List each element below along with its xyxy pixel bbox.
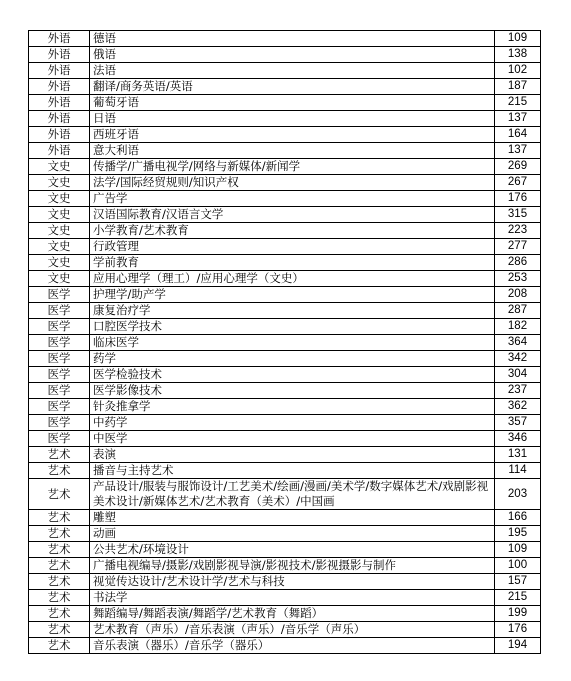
category-cell: 外语 — [29, 47, 90, 63]
table-row — [29, 63, 541, 79]
table-row — [29, 159, 541, 175]
major-cell: 行政管理 — [90, 239, 495, 255]
major-cell: 广告学 — [90, 191, 495, 207]
table-row — [29, 335, 541, 351]
major-cell: 康复治疗学 — [90, 303, 495, 319]
major-cell: 视觉传达设计/艺术设计学/艺术与科技 — [90, 574, 495, 590]
score-cell: 166 — [495, 510, 541, 526]
category-cell: 医学 — [29, 415, 90, 431]
score-cell: 164 — [495, 127, 541, 143]
score-cell: 137 — [495, 143, 541, 159]
major-cell: 药学 — [90, 351, 495, 367]
score-cell: 237 — [495, 383, 541, 399]
major-cell: 临床医学 — [90, 335, 495, 351]
score-cell: 315 — [495, 207, 541, 223]
score-cell: 362 — [495, 399, 541, 415]
category-cell: 艺术 — [29, 606, 90, 622]
category-cell: 艺术 — [29, 558, 90, 574]
score-cell: 195 — [495, 526, 541, 542]
table-row — [29, 415, 541, 431]
major-cell: 中医学 — [90, 431, 495, 447]
category-cell: 艺术 — [29, 510, 90, 526]
category-cell: 外语 — [29, 143, 90, 159]
category-cell: 医学 — [29, 303, 90, 319]
category-cell: 艺术 — [29, 463, 90, 479]
major-cell: 传播学/广播电视学/网络与新媒体/新闻学 — [90, 159, 495, 175]
major-cell: 雕塑 — [90, 510, 495, 526]
score-cell: 176 — [495, 191, 541, 207]
score-cell: 223 — [495, 223, 541, 239]
table-row — [29, 319, 541, 335]
table-row — [29, 143, 541, 159]
category-cell: 文史 — [29, 191, 90, 207]
table-row — [29, 207, 541, 223]
score-cell: 364 — [495, 335, 541, 351]
category-cell: 艺术 — [29, 574, 90, 590]
score-cell: 182 — [495, 319, 541, 335]
category-cell: 外语 — [29, 31, 90, 47]
major-cell: 葡萄牙语 — [90, 95, 495, 111]
table-row — [29, 479, 541, 510]
major-cell: 书法学 — [90, 590, 495, 606]
major-cell: 医学影像技术 — [90, 383, 495, 399]
category-cell: 医学 — [29, 351, 90, 367]
major-cell: 播音与主持艺术 — [90, 463, 495, 479]
category-cell: 外语 — [29, 111, 90, 127]
major-cell: 舞蹈编导/舞蹈表演/舞蹈学/艺术教育（舞蹈） — [90, 606, 495, 622]
major-cell: 动画 — [90, 526, 495, 542]
category-cell: 文史 — [29, 175, 90, 191]
admission-score-table — [28, 30, 541, 654]
score-cell: 215 — [495, 590, 541, 606]
category-cell: 医学 — [29, 287, 90, 303]
major-cell: 小学教育/艺术教育 — [90, 223, 495, 239]
score-cell: 203 — [495, 479, 541, 510]
table-row — [29, 542, 541, 558]
score-cell: 109 — [495, 31, 541, 47]
score-cell: 100 — [495, 558, 541, 574]
category-cell: 艺术 — [29, 590, 90, 606]
table-row — [29, 271, 541, 287]
category-cell: 文史 — [29, 255, 90, 271]
score-cell: 157 — [495, 574, 541, 590]
table-row — [29, 287, 541, 303]
table-row — [29, 606, 541, 622]
score-cell: 215 — [495, 95, 541, 111]
major-cell: 表演 — [90, 447, 495, 463]
category-cell: 艺术 — [29, 542, 90, 558]
major-cell: 艺术教育（声乐）/音乐表演（声乐）/音乐学（声乐） — [90, 622, 495, 638]
major-cell: 音乐表演（器乐）/音乐学（器乐） — [90, 638, 495, 654]
major-cell: 法语 — [90, 63, 495, 79]
table-row — [29, 367, 541, 383]
major-cell: 口腔医学技术 — [90, 319, 495, 335]
category-cell: 文史 — [29, 159, 90, 175]
score-cell: 114 — [495, 463, 541, 479]
table-row — [29, 590, 541, 606]
category-cell: 外语 — [29, 95, 90, 111]
category-cell: 医学 — [29, 399, 90, 415]
score-cell: 269 — [495, 159, 541, 175]
major-cell: 德语 — [90, 31, 495, 47]
table-row — [29, 447, 541, 463]
score-cell: 304 — [495, 367, 541, 383]
table-row — [29, 399, 541, 415]
major-cell: 医学检验技术 — [90, 367, 495, 383]
category-cell: 医学 — [29, 335, 90, 351]
table-body — [29, 31, 541, 654]
major-cell: 翻译/商务英语/英语 — [90, 79, 495, 95]
category-cell: 艺术 — [29, 622, 90, 638]
category-cell: 文史 — [29, 271, 90, 287]
category-cell: 医学 — [29, 383, 90, 399]
score-cell: 131 — [495, 447, 541, 463]
major-cell: 中药学 — [90, 415, 495, 431]
major-cell: 针灸推拿学 — [90, 399, 495, 415]
category-cell: 艺术 — [29, 526, 90, 542]
category-cell: 医学 — [29, 367, 90, 383]
table-row — [29, 111, 541, 127]
score-cell: 342 — [495, 351, 541, 367]
table-row — [29, 622, 541, 638]
score-cell: 199 — [495, 606, 541, 622]
table-row — [29, 191, 541, 207]
table-row — [29, 239, 541, 255]
table-row — [29, 175, 541, 191]
table-row — [29, 526, 541, 542]
major-cell: 护理学/助产学 — [90, 287, 495, 303]
category-cell: 医学 — [29, 431, 90, 447]
category-cell: 艺术 — [29, 638, 90, 654]
category-cell: 艺术 — [29, 447, 90, 463]
major-cell: 广播电视编导/摄影/戏剧影视导演/影视技术/影视摄影与制作 — [90, 558, 495, 574]
category-cell: 文史 — [29, 207, 90, 223]
score-cell: 102 — [495, 63, 541, 79]
score-cell: 267 — [495, 175, 541, 191]
table-row — [29, 638, 541, 654]
score-cell: 109 — [495, 542, 541, 558]
score-cell: 286 — [495, 255, 541, 271]
major-cell: 公共艺术/环境设计 — [90, 542, 495, 558]
table-row — [29, 223, 541, 239]
score-cell: 176 — [495, 622, 541, 638]
major-cell: 法学/国际经贸规则/知识产权 — [90, 175, 495, 191]
score-cell: 287 — [495, 303, 541, 319]
category-cell: 外语 — [29, 79, 90, 95]
table-row — [29, 463, 541, 479]
table-row — [29, 255, 541, 271]
major-cell: 俄语 — [90, 47, 495, 63]
table-row — [29, 431, 541, 447]
major-cell: 产品设计/服装与服饰设计/工艺美术/绘画/漫画/美术学/数字媒体艺术/戏剧影视美术设计/新媒体艺术/艺术教育（美术）/中国画 — [90, 479, 495, 510]
table-row — [29, 574, 541, 590]
major-cell: 意大利语 — [90, 143, 495, 159]
score-cell: 253 — [495, 271, 541, 287]
category-cell: 医学 — [29, 319, 90, 335]
table-row — [29, 31, 541, 47]
major-cell: 西班牙语 — [90, 127, 495, 143]
table-row — [29, 303, 541, 319]
major-cell: 日语 — [90, 111, 495, 127]
score-cell: 187 — [495, 79, 541, 95]
category-cell: 文史 — [29, 239, 90, 255]
score-cell: 357 — [495, 415, 541, 431]
table-row — [29, 127, 541, 143]
table-row — [29, 95, 541, 111]
table-row — [29, 351, 541, 367]
table-row — [29, 383, 541, 399]
major-cell: 学前教育 — [90, 255, 495, 271]
category-cell: 外语 — [29, 63, 90, 79]
score-cell: 138 — [495, 47, 541, 63]
major-cell: 应用心理学（理工）/应用心理学（文史） — [90, 271, 495, 287]
score-cell: 277 — [495, 239, 541, 255]
table-row — [29, 79, 541, 95]
score-cell: 346 — [495, 431, 541, 447]
table-row — [29, 558, 541, 574]
category-cell: 文史 — [29, 223, 90, 239]
category-cell: 外语 — [29, 127, 90, 143]
table-row — [29, 47, 541, 63]
score-cell: 137 — [495, 111, 541, 127]
table-row — [29, 510, 541, 526]
category-cell: 艺术 — [29, 479, 90, 510]
score-cell: 208 — [495, 287, 541, 303]
score-cell: 194 — [495, 638, 541, 654]
major-cell: 汉语国际教育/汉语言文学 — [90, 207, 495, 223]
